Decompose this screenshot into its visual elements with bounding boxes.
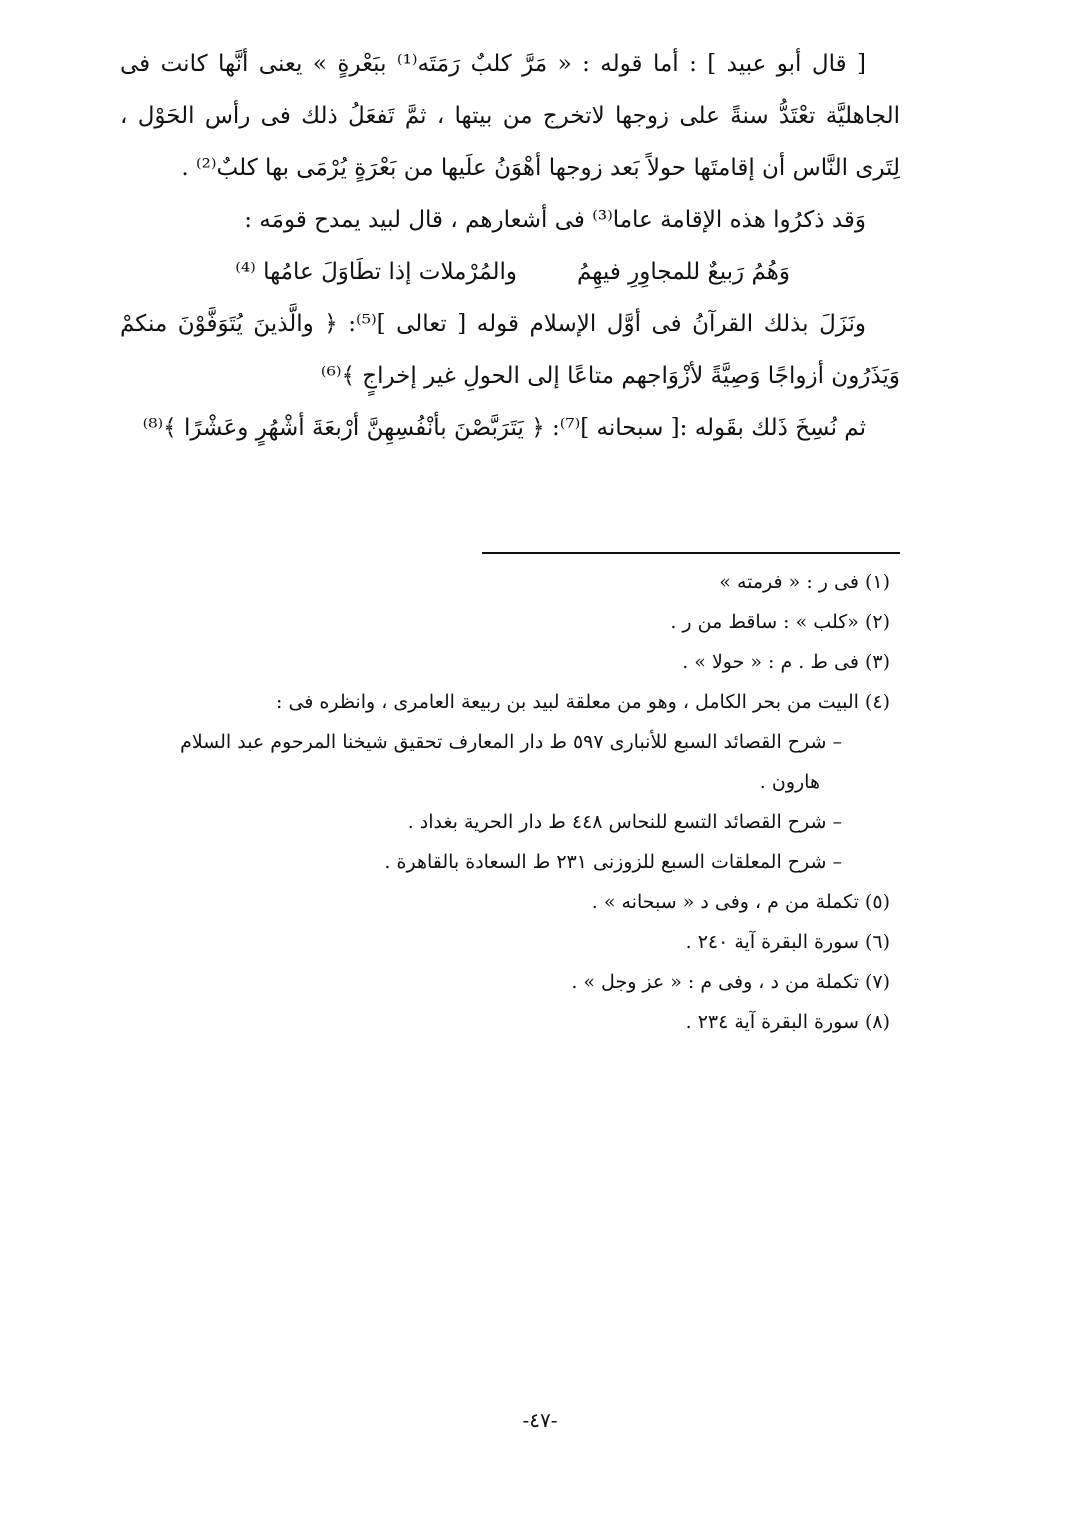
main-text [120,38,900,454]
footnote-4: (٤) البيت من بحر الكامل ، وهو من معلقة لبيد بن ربيعة العامرى ، وانظره فى : [276,691,890,713]
footnote-4-source-1: – شرح القصائد السبع للأنبارى ٥٩٧ ط دار المعارف تحقيق شيخنا المرحوم عبد السلام [180,731,842,753]
footnote-6: (٦) سورة البقرة آية ٢٤٠ . [685,931,890,953]
footnote-5: (٥) تكملة من م ، وفى د « سبحانه » . [591,891,890,913]
footnote-4-source-1-continued: هارون . [759,771,820,793]
footnote-7: (٧) تكملة من د ، وفى م : « عز وجل » . [571,971,890,993]
page-number: -٤٧- [522,1408,558,1432]
poetry-verse [120,246,900,298]
paragraph-4: ثم نُسِخَ ذَلك بقَوله :[ سبحانه ]⁽⁷⁾: ﴿ يَتَرَبَّصْنَ بأنْفُسِهِنَّ أرْبعَةَ أشْهُرٍ وعَشْرًا ﴾⁽⁸⁾ [142,415,866,441]
footnote-3: (٣) فى ط . م : « حولا » . [682,651,890,673]
footnotes [120,562,900,1042]
footnote-divider [482,552,900,554]
paragraph-2: وَقد ذكرُوا هذه الإقامة عاما⁽³⁾ فى أشعارهم ، قال لبيد يمدح قومَه : [244,207,866,233]
paragraph-1: [ قال أبو عبيد ] : أما قوله : « مَرَّ كلبٌ رَمَتَه⁽¹⁾ ببَعْرةٍ » يعنى أنَّها كانت فى الجاهليَّة تعْتَدُّ سنةً على زوجها لاتخرج من بيتها ، ثمَّ تَفعَلُ ذلك فى رأس الحَوْل ، لِتَرى النَّاس أن إقامتَها حولاً بَعد زوجها أهْوَنُ علَيها من بَعْرَةٍ يُرْمَى بها كلبٌ⁽²⁾ . [120,51,900,181]
footnote-4-source-3: – شرح المعلقات السبع للزوزنى ٢٣١ ط السعادة بالقاهرة . [384,851,842,873]
footnote-8: (٨) سورة البقرة آية ٢٣٤ . [685,1011,890,1033]
verse-second-hemistich: والمُرْملات إذا تطَاوَلَ عامُها ⁽⁴⁾ [235,259,517,285]
verse-first-hemistich: وَهُمُ رَبيعٌ للمجاوِرِ فيهِمُ [577,259,790,285]
footnote-2: (٢) «كلب » : ساقط من ر . [670,611,890,633]
footnote-1: (١) فى ر : « فرمته » [719,571,890,593]
footnote-4-source-2: – شرح القصائد التسع للنحاس ٤٤٨ ط دار الحرية بغداد . [407,811,842,833]
paragraph-3: ونَزَلَ بذلك القرآنُ فى أوَّل الإسلام قوله [ تعالى ]⁽⁵⁾: ﴿ والَّذينَ يُتَوَفَّوْنَ منكمْ وَيَذَرُون أزواجًا وَصِيَّةً لأزْوَاجهم متاعًا إلى الحولِ غير إخراجٍ ﴾⁽⁶⁾ [120,311,900,389]
